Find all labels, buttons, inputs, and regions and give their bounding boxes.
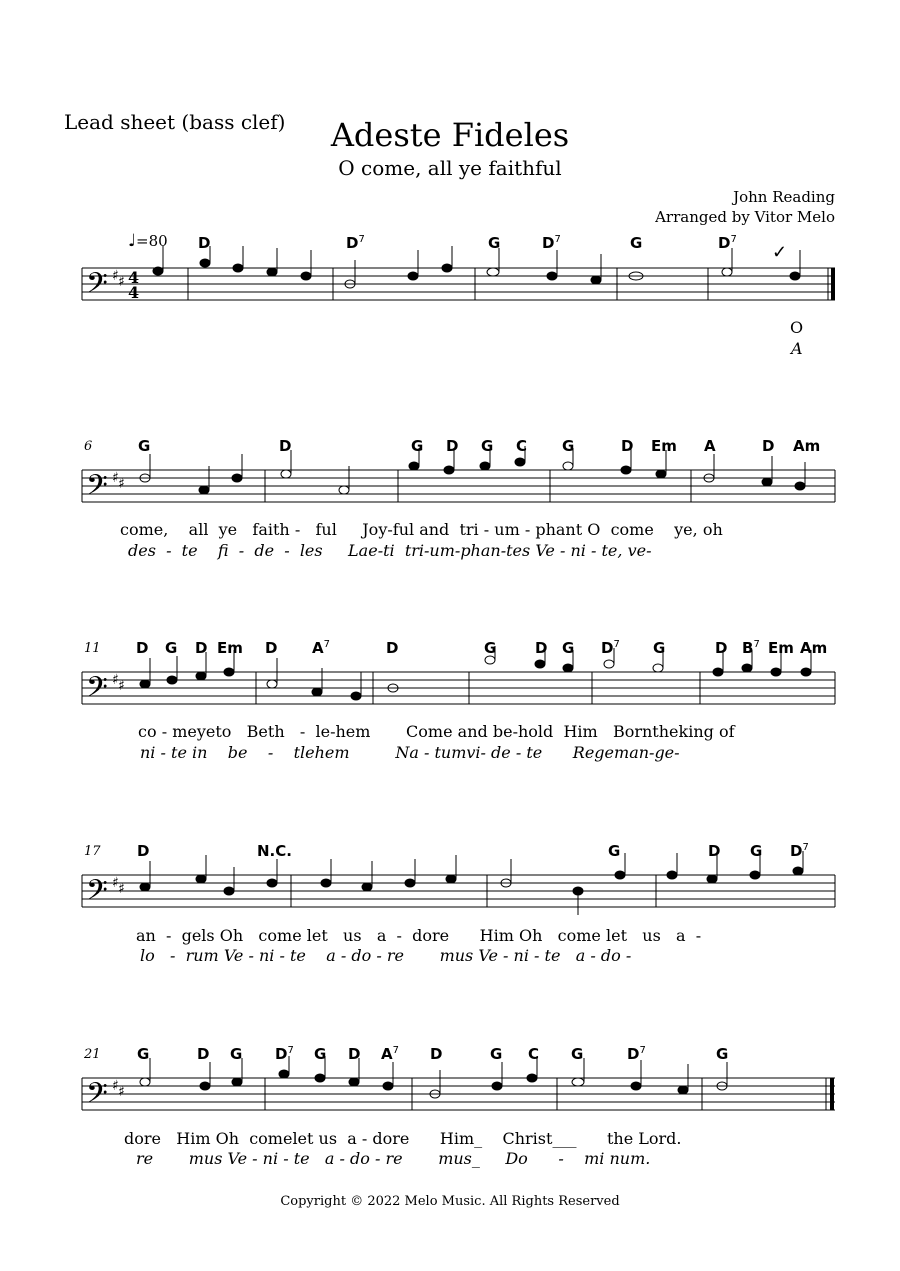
chord-symbol: G [138, 437, 151, 455]
staff-system-5 [0, 1070, 900, 1120]
quarter-note-icon: ♩ [128, 231, 137, 251]
lyrics-line-english: an - gels Oh come let us a - dore Him Oh come let us a - [136, 926, 702, 945]
chord-symbol: D [715, 639, 728, 657]
svg-text:♯: ♯ [118, 274, 125, 290]
chord-symbol: G [488, 234, 501, 252]
tempo-marking: ♩=80 [128, 231, 168, 251]
chord-symbol: D [762, 437, 775, 455]
chord-symbol: D [279, 437, 292, 455]
chord-symbol: D [137, 842, 150, 860]
measure-number: 6 [84, 439, 93, 454]
chord-symbol: Am [800, 639, 828, 657]
chord-symbol: G [314, 1045, 327, 1063]
chord-symbol: D [535, 639, 548, 657]
chord-symbol: G [750, 842, 763, 860]
svg-text:𝄢: 𝄢 [86, 267, 108, 307]
chord-symbol: A [704, 437, 716, 455]
lyrics-line-english: co - meyeto Beth - le-hem Come and be-hold Him Borntheking of [138, 722, 735, 741]
lyrics-line-latin: des - te fi - de - les Lae-ti tri-um-phan-tes Ve - ni - te, ve- [128, 541, 652, 560]
chord-symbol: $B^7$ [742, 639, 760, 657]
lyrics-line-latin: ni - te in be - tlehem Na - tumvi- de - te Regeman-ge- [140, 743, 680, 762]
chord-symbol: C [528, 1045, 540, 1063]
chord-symbol: G [716, 1045, 729, 1063]
chord-symbol: D [430, 1045, 443, 1063]
staff-system-3 [0, 664, 900, 714]
chord-symbol: D [195, 639, 208, 657]
chord-symbol: G [490, 1045, 503, 1063]
sheet-type-label: Lead sheet (bass clef) [64, 110, 286, 134]
chord-symbol: D [708, 842, 721, 860]
song-title: Adeste Fideles [330, 116, 570, 154]
chord-symbol: G [608, 842, 621, 860]
chord-symbol: N.C. [257, 842, 292, 860]
chord-symbol: G [165, 639, 178, 657]
svg-text:4: 4 [128, 283, 140, 302]
svg-text:♯: ♯ [112, 875, 119, 891]
staff-system-1 [0, 260, 900, 310]
chord-symbol: D [198, 234, 211, 252]
composer-credit: John Reading [733, 188, 835, 206]
measure-number: 21 [84, 1047, 101, 1062]
staff-system-4 [0, 867, 900, 917]
chord-symbol: Em [651, 437, 677, 455]
chord-symbol: D [621, 437, 634, 455]
chord-symbol: G [562, 437, 575, 455]
svg-text:♯: ♯ [112, 268, 119, 284]
chord-symbol: D [386, 639, 399, 657]
measure-number: 11 [84, 641, 101, 656]
chord-symbol: C [516, 437, 528, 455]
chord-symbol: D [136, 639, 149, 657]
lyric-syllable: O [790, 318, 804, 337]
svg-text:♯: ♯ [112, 470, 119, 486]
svg-text:♯: ♯ [118, 678, 125, 694]
chord-symbol: G [562, 639, 575, 657]
chord-symbol: $A^7$ [312, 639, 330, 657]
chord-symbol: G [571, 1045, 584, 1063]
chord-symbol: G [481, 437, 494, 455]
staff-system-2 [0, 462, 900, 512]
chord-symbol: Em [768, 639, 794, 657]
svg-text:♯: ♯ [118, 881, 125, 897]
svg-text:𝄢: 𝄢 [86, 874, 108, 914]
chord-symbol: $D^7$ [275, 1045, 294, 1063]
chord-symbol: $D^7$ [718, 234, 737, 252]
breath-mark-icon: ✓ [772, 242, 788, 263]
chord-symbol: G [484, 639, 497, 657]
chord-symbol: $D^7$ [346, 234, 365, 252]
arranger-credit: Arranged by Vitor Melo [655, 208, 835, 226]
lyrics-line-latin: lo - rum Ve - ni - te a - do - re mus Ve - ni - te a - do - [140, 946, 632, 965]
svg-text:4: 4 [128, 268, 140, 287]
song-subtitle: O come, all ye faithful [338, 156, 562, 180]
svg-text:♯: ♯ [118, 476, 125, 492]
svg-text:♯: ♯ [118, 1084, 125, 1100]
chord-symbol: Em [217, 639, 243, 657]
chord-symbol: $A^7$ [381, 1045, 399, 1063]
lyrics-line-english: dore Him Oh comelet us a - dore Him_ Christ___ the Lord. [124, 1129, 682, 1148]
svg-text:♯: ♯ [112, 1078, 119, 1094]
svg-text:♯: ♯ [112, 672, 119, 688]
copyright-notice: Copyright © 2022 Melo Music. All Rights Reserved [280, 1194, 620, 1209]
chord-symbol: $D^7$ [627, 1045, 646, 1063]
svg-text:𝄢: 𝄢 [86, 671, 108, 711]
svg-text:𝄢: 𝄢 [86, 1077, 108, 1117]
chord-symbol: G [630, 234, 643, 252]
lyrics-line-english: come, all ye faith - ful Joy-ful and tri - um - phant O come ye, oh [120, 520, 723, 539]
chord-symbol: G [411, 437, 424, 455]
chord-symbol: G [230, 1045, 243, 1063]
chord-symbol: G [653, 639, 666, 657]
chord-symbol: $D^7$ [601, 639, 620, 657]
svg-text:𝄢: 𝄢 [86, 469, 108, 509]
chord-symbol: D [265, 639, 278, 657]
chord-symbol: D [197, 1045, 210, 1063]
measure-number: 17 [84, 844, 101, 859]
chord-symbol: D [446, 437, 459, 455]
chord-symbol: $D^7$ [790, 842, 809, 860]
lyrics-line-latin: re mus Ve - ni - te a - do - re mus_ Do - mi num. [136, 1149, 651, 1168]
chord-symbol: G [137, 1045, 150, 1063]
chord-symbol: Am [793, 437, 821, 455]
chord-symbol: D [348, 1045, 361, 1063]
lyric-syllable-latin: A [791, 339, 803, 358]
chord-symbol: $D^7$ [542, 234, 561, 252]
